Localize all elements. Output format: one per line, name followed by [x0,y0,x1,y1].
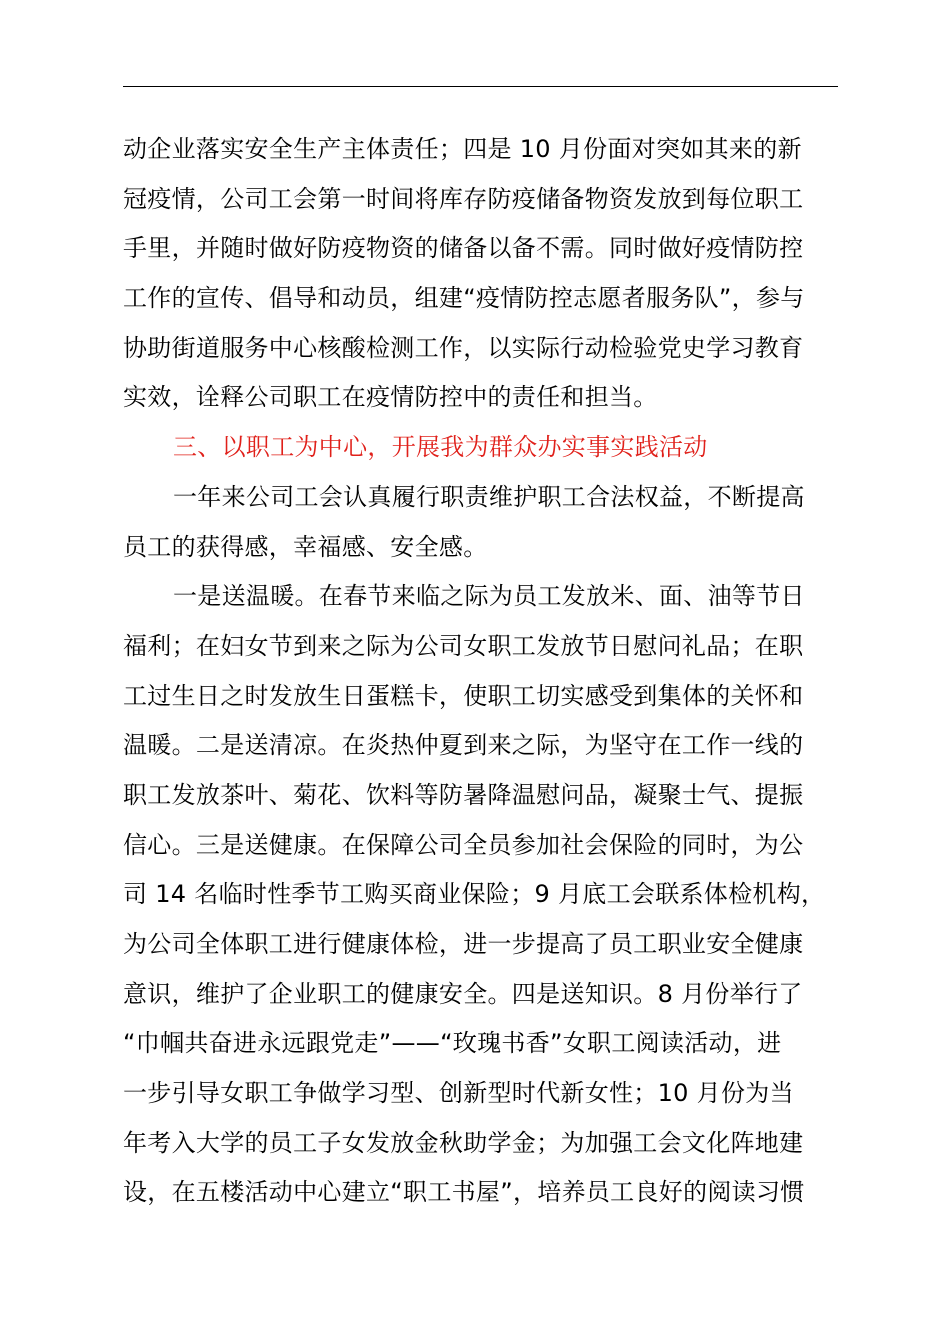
section-heading: 三、以职工为中心，开展我为群众办实事实践活动 [173,433,708,462]
text-line: 司 14 名临时性季节工购买商业保险；9 月底工会联系体检机构， [123,880,826,909]
text-line: 意识，维护了企业职工的健康安全。四是送知识。8 月份举行了 [123,979,803,1008]
text-line: “巾帼共奋进永远跟党走”——“玫瑰书香”女职工阅读活动，进 [123,1029,782,1058]
document-body [123,125,863,1218]
text-line: 为公司全体职工进行健康体检，进一步提高了员工职业安全健康 [123,930,804,958]
text-line: 动企业落实安全生产主体责任；四是 10 月份面对突如其来的新 [123,135,802,163]
header-rule [123,86,838,87]
text-line: 年考入大学的员工子女发放金秋助学金；为加强工会文化阵地建 [123,1128,804,1157]
paragraph-first-line: 一是送温暖。在春节来临之际为员工发放米、面、油等节日 [173,582,805,611]
paragraph-first-line: 一年来公司工会认真履行职责维护职工合法权益，不断提高 [173,482,805,511]
text-line: 一步引导女职工争做学习型、创新型时代新女性；10 月份为当 [123,1079,794,1108]
text-line: 信心。三是送健康。在保障公司全员参加社会保险的同时，为公 [123,830,804,859]
text-line: 手里，并随时做好防疫物资的储备以备不需。同时做好疫情防控 [123,234,804,263]
text-line: 实效，诠释公司职工在疫情防控中的责任和担当。 [123,383,658,412]
text-line: 员工的获得感，幸福感、安全感。 [123,532,488,561]
text-line: 温暖。二是送清凉。在炎热仲夏到来之际，为坚守在工作一线的 [123,731,804,760]
text-line: 福利；在妇女节到来之际为公司女职工发放节日慰问礼品；在职 [123,631,804,660]
text-line: 职工发放茶叶、菊花、饮料等防暑降温慰问品，凝聚士气、提振 [123,780,804,809]
text-line: 工作的宣传、倡导和动员，组建“疫情防控志愿者服务队”，参与 [123,284,805,313]
text-line: 协助街道服务中心核酸检测工作，以实际行动检验党史学习教育 [123,333,804,362]
text-line: 冠疫情，公司工会第一时间将库存防疫储备物资发放到每位职工 [123,184,804,213]
text-line: 设，在五楼活动中心建立“职工书屋”，培养员工良好的阅读习惯 [123,1178,805,1207]
text-line: 工过生日之时发放生日蛋糕卡，使职工切实感受到集体的关怀和 [123,681,804,710]
